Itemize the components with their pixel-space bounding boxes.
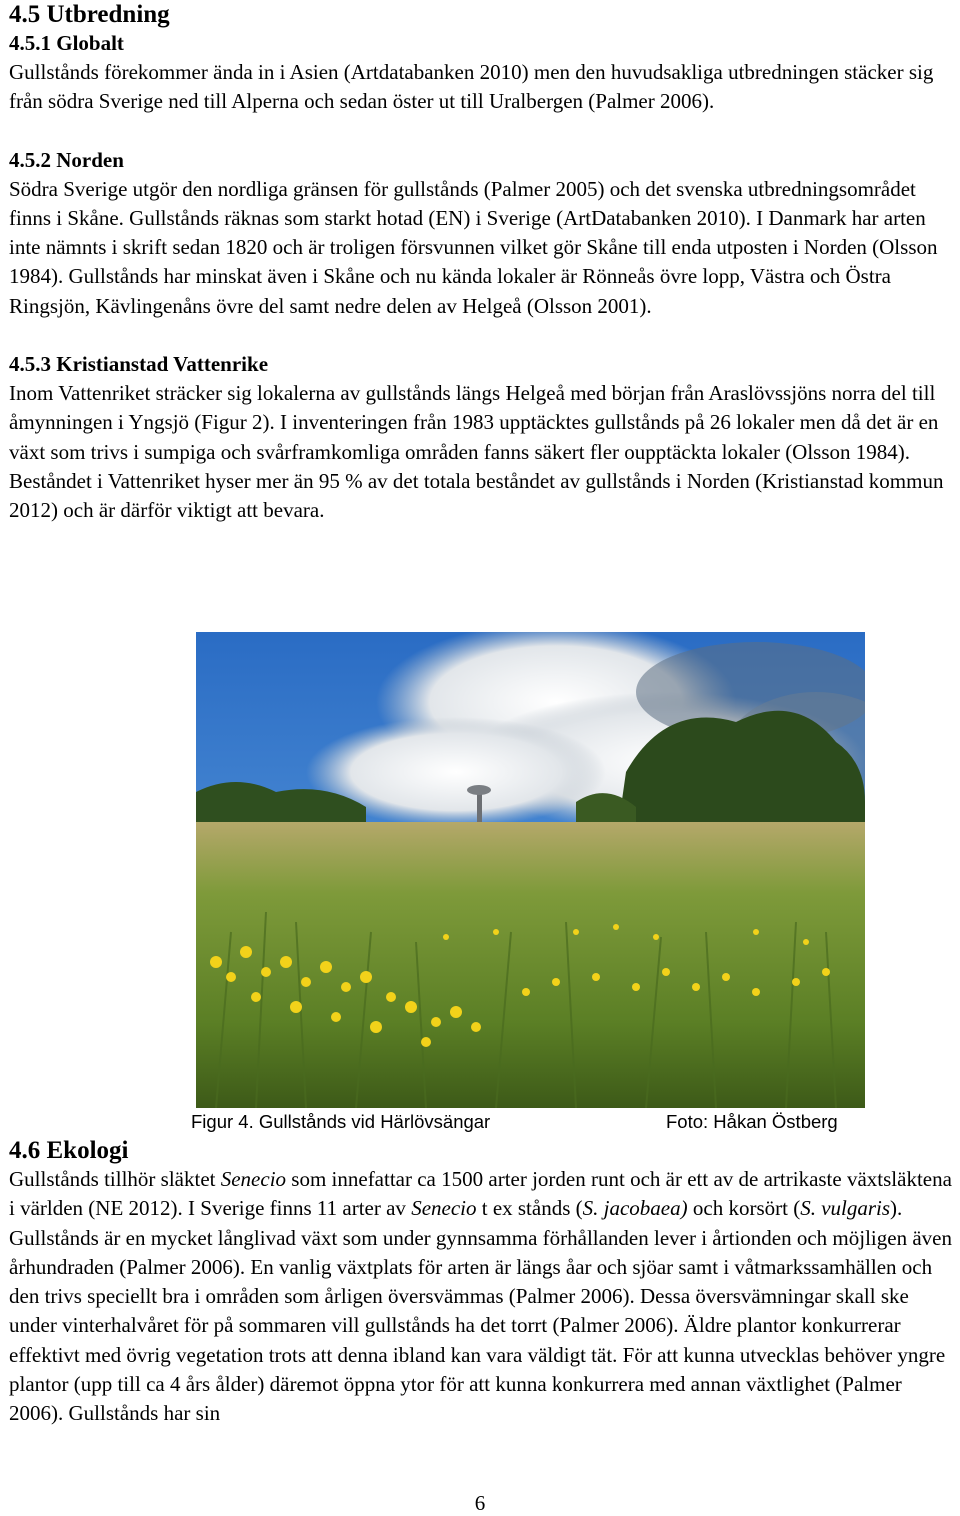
paragraph-globalt: Gullstånds förekommer ända in i Asien (Artdatabanken 2010) men den huvudsakliga utbredningen stäcker sig från södra Sverige ned till Alperna och sedan öster ut till Uralbergen (Palmer 2006). [9,60,934,114]
document-page [9,0,954,526]
section-heading-utbredning: 4.5 Utbredning [9,1,170,28]
italic-genus-name: Senecio [220,1167,287,1191]
spacer [9,321,954,350]
photo-meadow-figure [196,632,865,1108]
paragraph-ekologi [9,1165,954,1429]
text-run: som innefattar ca 1500 arter jorden runt och är ett av de artrikaste växtsläktena i världen (NE 2012). I Sverige finns 11 arter av [9,1167,952,1221]
section-ekologi [9,1136,954,1429]
paragraph-norden: Södra Sverige utgör den nordliga gränsen för gullstånds (Palmer 2005) och det svenska utbredningsområdet finns i Skåne. Gullstånds räknas som starkt hotad (EN) i Sverige (ArtDatabanken 2010). I Danmark har arten inte nämnts i skrift sedan 1820 och är troligen försvunnen vilket gör Skåne till enda utposten i Norden (Olsson 1984). Gullstånds har minskat även i Skåne och nu kända lokaler är Rönneås övre lopp, Västra och Östra Ringsjön, Kävlingenåns övre del samt nedre delen av Helgeå (Olsson 2001). [9,176,938,318]
text-run: t ex stånds ( [476,1196,583,1221]
text-run: ). Gullstånds är en mycket långlivad växt som under gynnsamma förhållanden lever i årtionden och möjligen även århundraden (Palmer 2006). En vanlig växtplats för arten är längs åar och sjöar samt i våtmarkssamhällen och den trivs speciellt bra i områden som årligen översvämmas (Palmer 2006). Dessa översvämningar skall ske under vinterhalvåret för på sommaren vill gullstånds ha det torrt (Palmer 2006). Äldre plantor konkurrerar effektivt med övrig vegetation trots att denna ibland kan vara väldigt tät. För att kunna utvecklas behöver yngre plantor (upp till ca 4 års ålder) däremot öppna ytor för att kunna konkurrera med annan växtlighet (Palmer 2006). Gullstånds har sin [9,1196,952,1426]
paragraph-vattenrike: Inom Vattenriket sträcker sig lokalerna av gullstånds längs Helgeå med början från Araslövssjöns norra del till åmynningen i Yngsjö (Figur 2). I inventeringen från 1983 upptäcktes gullstånds på 26 lokaler men då det är en växt som trivs i sumpiga och svårframkomliga områden fanns säkert fler oupptäckta lokaler (Olsson 1984). Beståndet i Vattenriket hyser mer än 95 % av det totala beståndet av gullstånds i Norden (Kristianstad kommun 2012) och är därför viktigt att bevara. [9,381,944,523]
text-run: och korsört ( [687,1196,801,1221]
italic-species-name: S. vulgaris [800,1196,891,1221]
meadow-photo [196,632,865,1108]
italic-species-name: S. jacobaea) [582,1196,688,1221]
italic-genus-name: Senecio [411,1196,477,1221]
subsection-heading-vattenrike: 4.5.3 Kristianstad Vattenrike [9,352,269,377]
subsection-heading-norden: 4.5.2 Norden [9,147,124,172]
subsection-heading-globalt: 4.5.1 Globalt [9,31,124,55]
section-heading-ekologi: 4.6 Ekologi [9,1137,129,1164]
text-run: Gullstånds tillhör släktet [9,1167,221,1191]
photo-credit: Foto: Håkan Östberg [666,1111,838,1132]
page-number: 6 [474,1491,486,1515]
figure-caption: Figur 4. Gullstånds vid Härlövsängar [191,1111,491,1132]
spacer [9,117,954,146]
